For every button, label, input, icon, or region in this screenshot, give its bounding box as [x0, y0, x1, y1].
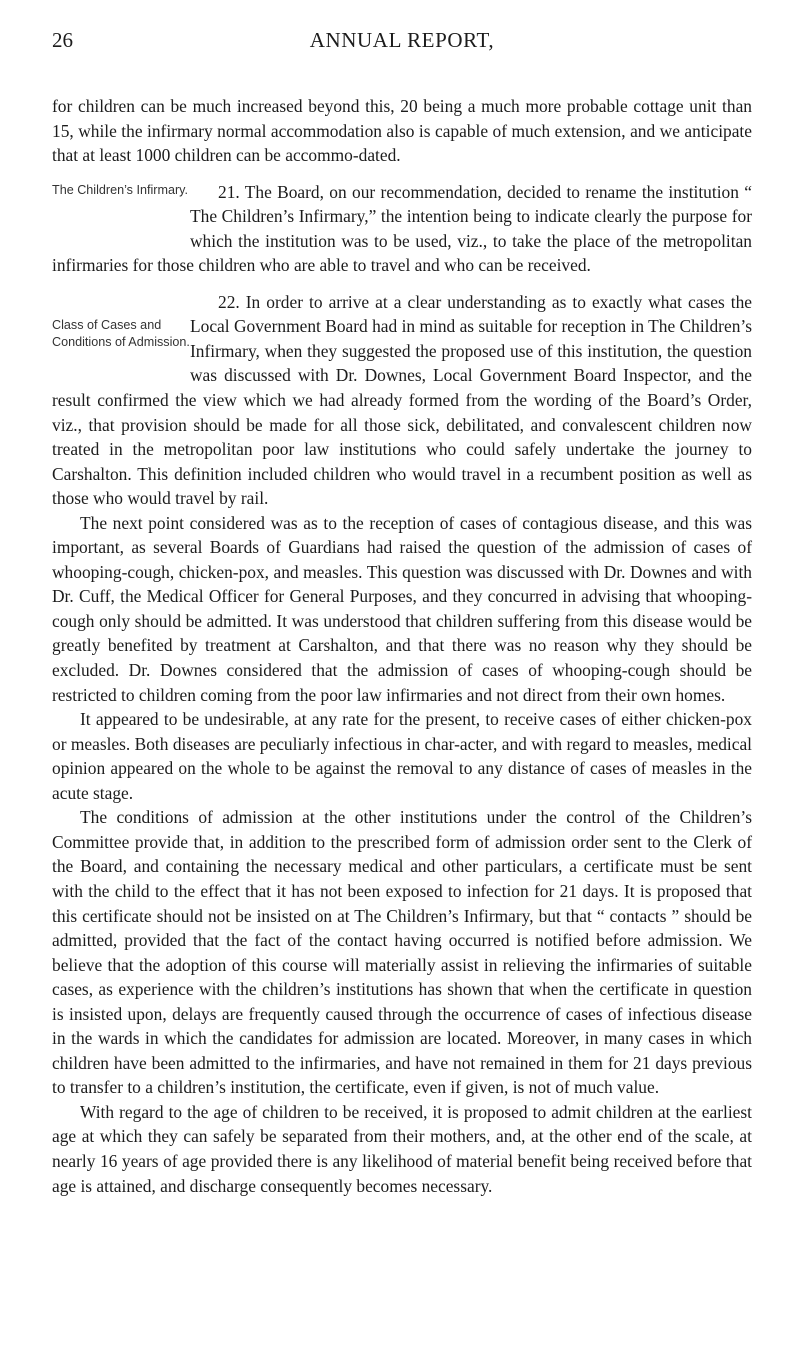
body-text [52, 94, 752, 1198]
paragraph-class-of-cases: 22. In order to arrive at a clear understanding as to exactly what cases the Local Government Board had in mind as suitable for reception in The Children’s Infirmary, when they suggested the proposed use of this institution, the question was discussed with Dr. Downes, Local Government Board Inspector, and the result confirmed the view which we had already formed from the wording of the Board’s Order, viz., that provision should be made for all those sick, debilitated, and convalescent children now treated in the metropolitan poor law institutions who could safely undertake the journey to Carshalton. This definition included children who would travel in a recumbent position as well as those who would travel by rail. [52, 291, 752, 509]
paragraph-age-of-children: With regard to the age of children to be received, it is proposed to admit children at the earliest age at which they can safely be separated from their mothers, and, at the other end of the scale, at nearly 16 years of age provided there is any likelihood of material benefit being received before that age is attained, and discharge consequently becomes necessary. [52, 1101, 752, 1196]
paragraph-conditions-of-admission: The conditions of admission at the other institutions under the control of the Children’s Committee provide that, in addition to the prescribed form of admission order sent to the Clerk of the Board, and containing the necessary medical and other particulars, a certificate must be sent with the child to the effect that it has not been exposed to infection for 21 days. It is proposed that this certificate should not be insisted on at The Children’s Infirmary, but that “ contacts ” should be admitted, provided that the fact of the contact having occurred is notified before admission. We believe that the adoption of this course will materially assist in relieving the infirmaries of suitable cases, as experience with the children’s institutions has shown that when the certificate in question is insisted upon, delays are frequently caused through the occurrence of cases of infectious disease in the wards in which the candidates for admission are located. Moreover, in many cases in which children have been admitted to the infirmaries, and have not remained in them for 21 days previous to transfer to a children’s institution, the certificate, even if given, is not of much value. [52, 807, 752, 1098]
running-head [52, 28, 752, 58]
page-title: ANNUAL REPORT, [309, 28, 495, 52]
paragraph-accommodation: for children can be much increased beyond this, 20 being a much more probable cottage unit than 15, while the infirmary normal accommodation also is capable of much extension, and we anticipate that at least 1000 children can be accommo-dated. [52, 96, 752, 166]
sidenote-childrens-infirmary: The Children’s Infirmary. [52, 182, 189, 197]
page-number: 26 [52, 28, 73, 52]
paragraph-rename-infirmary: 21. The Board, on our recommendation, decided to rename the institution “ The Children’s Infirmary,” the intention being to indicate clearly the purpose for which the institution was to be used, viz., to take the place of the metropolitan infirmaries for those children who are able to travel and who can be received. [52, 181, 752, 276]
paragraph-contagious-disease: The next point considered was as to the reception of cases of contagious disease, and this was important, as several Boards of Guardians had raised the question of the admission of cases of whooping-cough, chicken-pox, and measles. This question was discussed with Dr. Downes and with Dr. Cuff, the Medical Officer for General Purposes, and they concurred in advising that whooping-cough only should be admitted. It was understood that children suffering from this disease would be greatly benefited by treatment at Carshalton, and that there was no reason why they should be excluded. Dr. Downes considered that the admission of cases of whooping-cough should be restricted to children coming from the poor law infirmaries and not direct from their own homes. [52, 512, 752, 705]
section-22 [52, 290, 752, 511]
section-21 [52, 180, 752, 278]
sidenote-class-of-cases: Class of Cases and Conditions of Admission. [52, 317, 190, 349]
paragraph-chicken-pox-measles: It appeared to be undesirable, at any rate for the present, to receive cases of either chicken-pox or measles. Both diseases are peculiarly infectious in char-acter, and with regard to measles, medical opinion appeared on the whole to be against the removal to any distance of cases of measles in the acute stage. [52, 709, 752, 803]
